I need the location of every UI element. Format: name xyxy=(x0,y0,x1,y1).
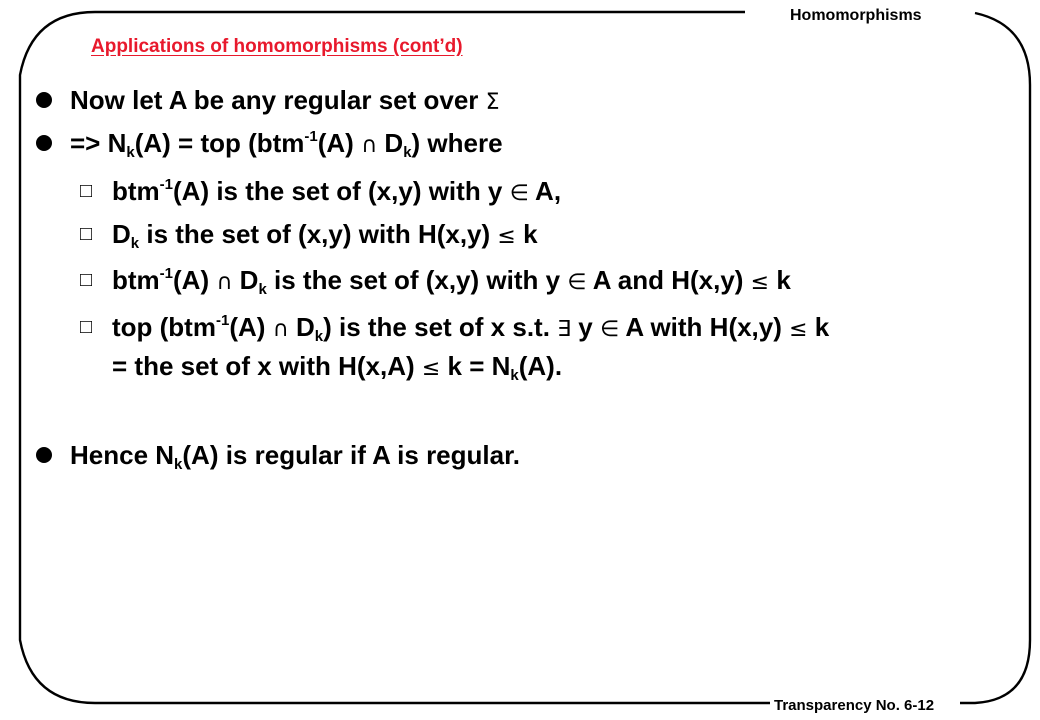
element-of-symbol: ∈ xyxy=(509,181,529,206)
content-line-3: btm$^{-1}$(A) is the set of (x,y) with y ∈ A, xyxy=(112,176,562,206)
bullet-dot xyxy=(36,135,52,151)
less-equal-symbol: ≤ xyxy=(421,356,441,381)
header-label: Homomorphisms xyxy=(790,7,922,24)
content-line-6: top (btm$^{-1}$(A) ∩ $D_k$) is the set of x s.t. ∃ y ∈ A with H(x,y) ≤ k xyxy=(112,312,830,345)
content-line-4: $D_k$ is the set of (x,y) with H(x,y) ≤ k xyxy=(112,219,538,252)
less-equal-symbol: ≤ xyxy=(497,224,516,249)
footer-label: Transparency No. 6-12 xyxy=(774,697,935,714)
intersection-symbol: ∩ xyxy=(361,133,378,158)
content-line-1: Now let A be any regular set over Σ xyxy=(70,85,500,115)
intersection-symbol: ∩ xyxy=(272,317,289,342)
element-of-symbol: ∈ xyxy=(599,317,620,342)
intersection-symbol: ∩ xyxy=(216,270,233,295)
content-line-7: = the set of x with $H(x,A) \le k = N_k(A)$. xyxy=(112,351,563,384)
sub-bullet-marker: □ xyxy=(80,316,93,338)
sub-bullet-marker: □ xyxy=(80,180,93,202)
sigma-symbol: Σ xyxy=(485,90,500,115)
content-line-8: Hence $N_k(A)$ is regular if A is regular. xyxy=(70,440,520,473)
exists-symbol: ∃ xyxy=(557,317,572,342)
slide-title: Applications of homomorphisms (cont’d) xyxy=(91,36,463,57)
sub-bullet-marker: □ xyxy=(80,223,93,245)
bullet-dot xyxy=(36,447,52,463)
sub-bullet-marker: □ xyxy=(80,269,93,291)
content-line-5: btm$^{-1}$(A) ∩ $D_k$ is the set of (x,y) with y ∈ A and H(x,y) ≤ k xyxy=(112,265,791,298)
content-line-2: => $N_k(A)$ = top (btm$^{-1}$(A) ∩ $D_k$) where xyxy=(70,128,503,161)
less-equal-symbol: ≤ xyxy=(789,317,808,342)
bullet-dot xyxy=(36,92,52,108)
element-of-symbol: ∈ xyxy=(567,270,587,295)
less-equal-symbol: ≤ xyxy=(750,270,770,295)
